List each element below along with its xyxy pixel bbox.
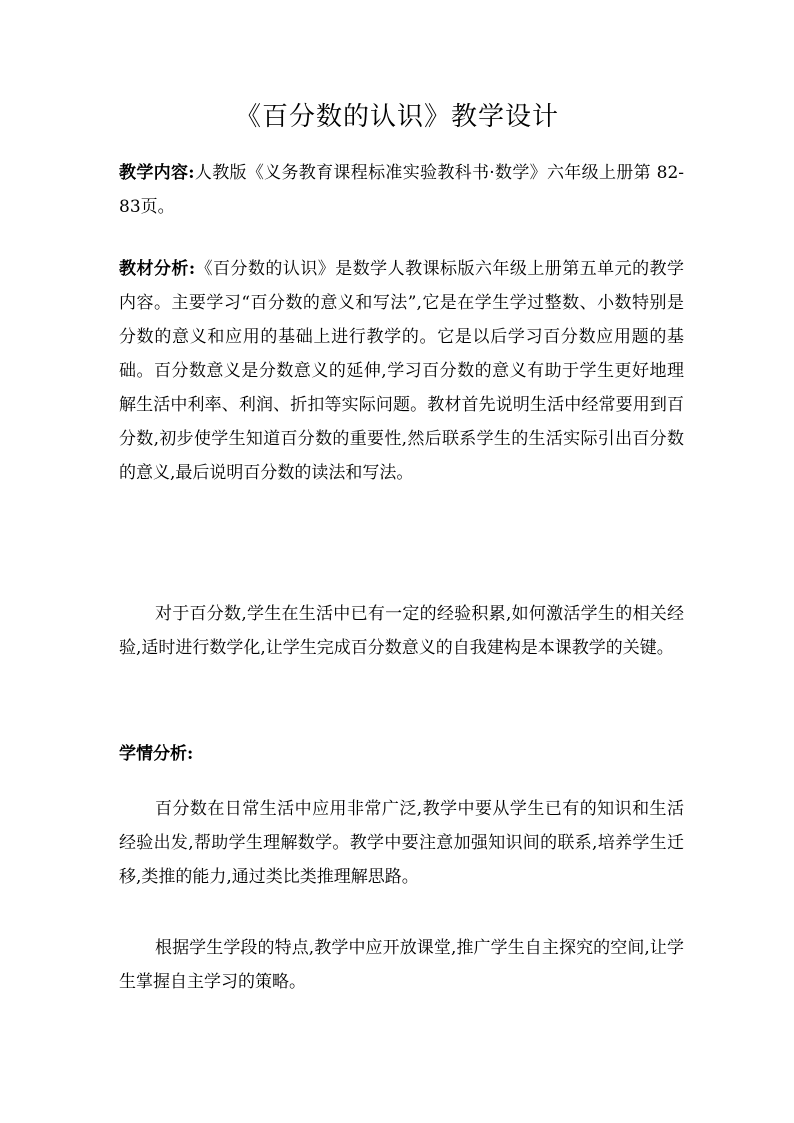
learner-analysis-label: 学情分析: — [119, 744, 194, 764]
textbook-analysis-paragraph — [119, 252, 684, 490]
teaching-content-label: 教学内容: — [119, 163, 195, 183]
teaching-content-text: 人教版《义务教育课程标准实验教科书·数学》六年级上册第 82-83页。 — [119, 163, 684, 217]
learner-analysis-paragraph-2: 根据学生学段的特点,教学中应开放课堂,推广学生自主探究的空间,让学生掌握自主学习的策略。 — [119, 938, 684, 992]
document-title: 《百分数的认识》教学设计 — [234, 102, 559, 132]
textbook-analysis-text: 《百分数的认识》是数学人教课标版六年级上册第五单元的教学内容。主要学习“百分数的意义和写法”,它是在学生学过整数、小数特别是分数的意义和应用的基础上进行教学的。它是以后学习百分数应用题的基础。百分数意义是分数意义的延伸,学习百分数的意义有助于学生更好地理解生活中利率、利润、折扣等实际问题。教材首先说明生活中经常要用到百分数,初步使学生知道百分数的重要性,然后联系学生的生活实际引出百分数的意义,最后说明百分数的读法和写法。 — [119, 259, 685, 483]
textbook-analysis-paragraph-2: 对于百分数,学生在生活中已有一定的经验积累,如何激活学生的相关经验,适时进行数学化,让学生完成百分数意义的自我建构是本课教学的关键。 — [119, 604, 684, 658]
learner-analysis-paragraph-1: 百分数在日常生活中应用非常广泛,教学中要从学生已有的知识和生活经验出发,帮助学生理解数学。教学中要注意加强知识间的联系,培养学生迁移,类推的能力,通过类比类推理解思路。 — [119, 799, 684, 887]
textbook-analysis-label: 教材分析: — [119, 259, 196, 279]
teaching-content-paragraph — [119, 156, 684, 224]
